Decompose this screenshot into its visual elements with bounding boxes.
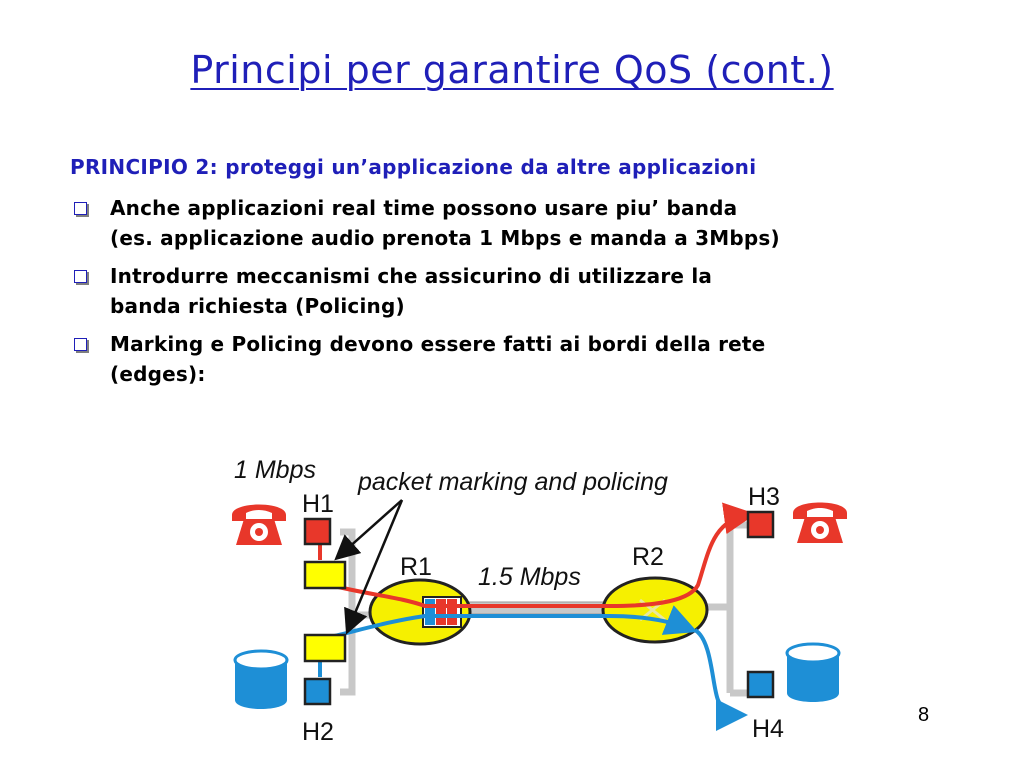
network-diagram <box>220 445 870 750</box>
bullet-line: Introdurre meccanismi che assicurino di utilizzare la <box>110 264 713 288</box>
rate-label: 1 Mbps <box>234 456 316 484</box>
host-h4-label: H4 <box>752 715 784 743</box>
bullet-item <box>70 193 970 253</box>
slide-title: Principi per garantire QoS (cont.) <box>190 48 834 92</box>
bullet-list <box>70 193 970 397</box>
host-h2 <box>305 679 330 704</box>
bullet-line: banda richiesta (Policing) <box>110 294 405 318</box>
host-h1-label: H1 <box>302 490 334 518</box>
slide-title-container <box>0 48 1024 92</box>
bullet-item <box>70 261 970 321</box>
bullet-line: Marking e Policing devono essere fatti ai bordi della rete <box>110 332 766 356</box>
page-number: 8 <box>918 704 930 726</box>
policer-box-h1 <box>305 562 345 588</box>
host-h3-label: H3 <box>748 483 780 511</box>
bullet-square-icon <box>74 202 87 215</box>
policer-box-h2 <box>305 635 345 661</box>
host-h2-label: H2 <box>302 718 334 746</box>
bullet-square-icon <box>74 270 87 283</box>
telephone-icon <box>793 503 847 544</box>
bullet-item <box>70 329 970 389</box>
router-r2 <box>603 578 707 642</box>
host-h4 <box>748 672 773 697</box>
principle-heading: PRINCIPIO 2: proteggi un’applicazione da altre applicazioni <box>70 155 757 179</box>
bullet-line: (edges): <box>110 362 206 386</box>
link-rate-label: 1.5 Mbps <box>478 563 581 591</box>
host-h1 <box>305 519 330 544</box>
bullet-line: (es. applicazione audio prenota 1 Mbps e manda a 3Mbps) <box>110 226 780 250</box>
bullet-square-icon <box>74 338 87 351</box>
caption-label: packet marking and policing <box>358 468 668 496</box>
router-r1-label: R1 <box>400 553 432 581</box>
host-h3 <box>748 512 773 537</box>
database-icon <box>235 651 287 709</box>
bullet-line: Anche applicazioni real time possono usare piu’ banda <box>110 196 738 220</box>
telephone-icon <box>232 505 286 546</box>
router-queue <box>423 597 461 627</box>
database-icon <box>787 644 839 702</box>
router-r2-label: R2 <box>632 543 664 571</box>
